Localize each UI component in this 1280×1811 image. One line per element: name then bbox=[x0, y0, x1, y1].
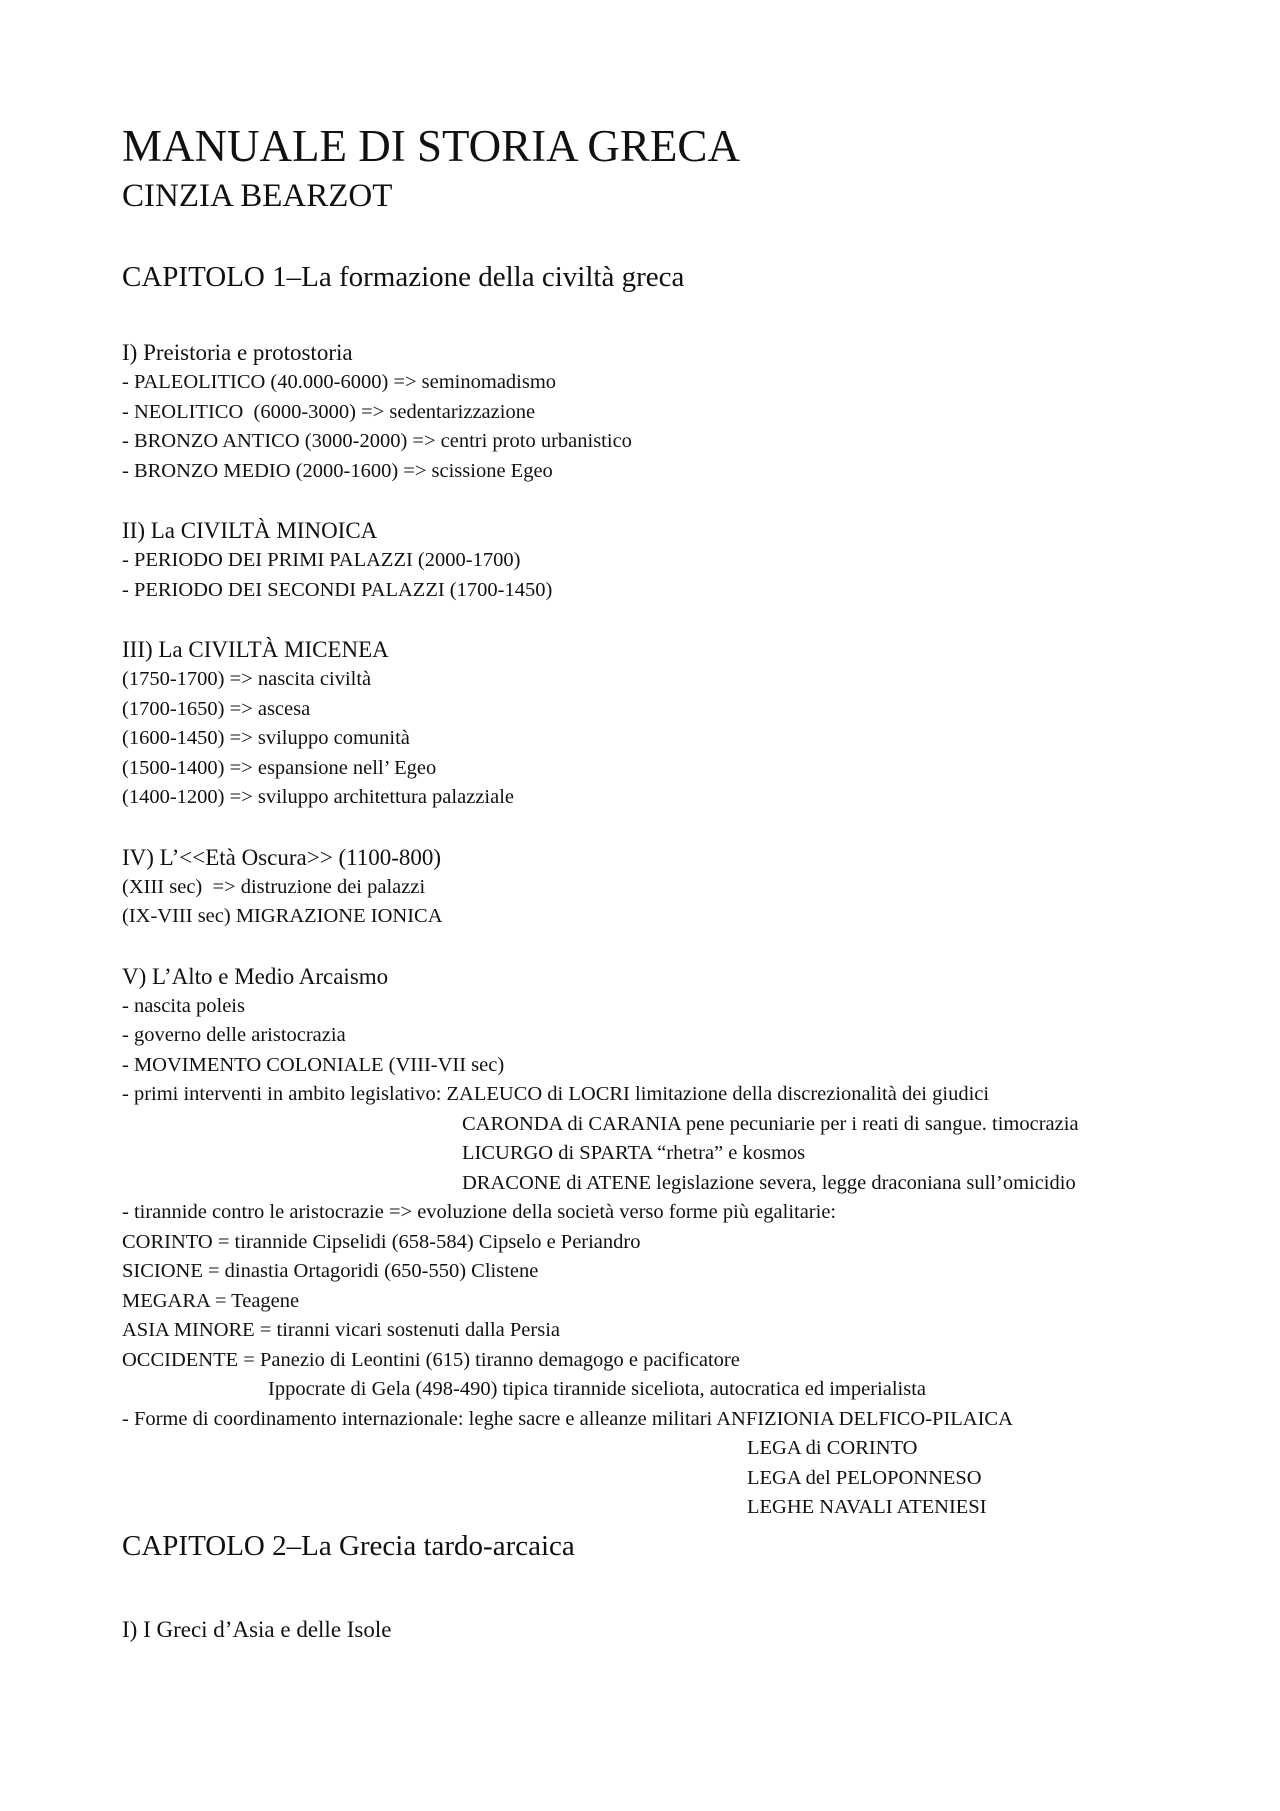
list-item: - Forme di coordinamento internazionale: leghe sacre e alleanze militari ANFIZIONIA DELFICO-PILAICA bbox=[122, 1407, 1013, 1430]
document-page bbox=[122, 118, 1162, 1645]
list-item: OCCIDENTE = Panezio di Leontini (615) tiranno demagogo e pacificatore bbox=[122, 1348, 740, 1371]
section-civilta-micenea bbox=[122, 635, 1162, 813]
list-item: (XIII sec) => distruzione dei palazzi bbox=[122, 875, 426, 898]
list-item: - primi interventi in ambito legislativo: ZALEUCO di LOCRI limitazione della discrezionalità dei giudici bbox=[122, 1083, 990, 1105]
list-item: (1500-1400) => espansione nell’ Egeo bbox=[122, 756, 437, 779]
legislator-item: CARONDA di CARANIA pene pecuniarie per i reati di sangue. timocrazia bbox=[462, 1112, 1079, 1135]
list-item: - PERIODO DEI SECONDI PALAZZI (1700-1450) bbox=[122, 578, 553, 601]
list-item: (1600-1450) => sviluppo comunità bbox=[122, 727, 410, 749]
legislator-item: LICURGO di SPARTA “rhetra” e kosmos bbox=[462, 1142, 806, 1164]
list-item: - BRONZO MEDIO (2000-1600) => scissione Egeo bbox=[122, 459, 553, 482]
list-item: (1700-1650) => ascesa bbox=[122, 697, 311, 720]
section-greci-asia bbox=[122, 1615, 1162, 1645]
list-item: (1750-1700) => nascita civiltà bbox=[122, 668, 372, 690]
list-item: (1400-1200) => sviluppo architettura palazziale bbox=[122, 786, 514, 808]
league-item: LEGHE NAVALI ATENIESI bbox=[747, 1496, 987, 1518]
list-item: - MOVIMENTO COLONIALE (VIII-VII sec) bbox=[122, 1053, 505, 1076]
league-item: LEGA del PELOPONNESO bbox=[747, 1466, 982, 1489]
list-item: MEGARA = Teagene bbox=[122, 1289, 300, 1312]
list-item: CORINTO = tirannide Cipselidi (658-584) Cipselo e Periandro bbox=[122, 1230, 641, 1253]
list-item: - NEOLITICO (6000-3000) => sedentarizzazione bbox=[122, 400, 536, 423]
section-alto-medio-arcaismo bbox=[122, 962, 1162, 1523]
section-eta-oscura bbox=[122, 843, 1162, 932]
section-heading: IV) L’<<Età Oscura>> (1100-800) bbox=[122, 844, 442, 870]
section-civilta-minoica bbox=[122, 516, 1162, 605]
section-heading: I) I Greci d’Asia e delle Isole bbox=[122, 1616, 392, 1642]
list-item: - tirannide contro le aristocrazie => evoluzione della società verso forme più egalitarie: bbox=[122, 1201, 837, 1223]
section-preistoria bbox=[122, 338, 1162, 486]
section-heading: II) La CIVILTÀ MINOICA bbox=[122, 518, 378, 543]
list-item: - nascita poleis bbox=[122, 994, 245, 1017]
list-item: (IX-VIII sec) MIGRAZIONE IONICA bbox=[122, 905, 443, 927]
league-item: LEGA di CORINTO bbox=[747, 1437, 918, 1459]
section-heading: V) L’Alto e Medio Arcaismo bbox=[122, 963, 389, 989]
list-item: - governo delle aristocrazia bbox=[122, 1024, 346, 1046]
list-item: - PERIODO DEI PRIMI PALAZZI (2000-1700) bbox=[122, 549, 521, 571]
list-item: - BRONZO ANTICO (3000-2000) => centri proto urbanistico bbox=[122, 430, 632, 452]
list-item: - PALEOLITICO (40.000-6000) => seminomadismo bbox=[122, 371, 557, 393]
list-item: Ippocrate di Gela (498-490) tipica tirannide siceliota, autocratica ed imperialista bbox=[268, 1378, 927, 1400]
document-title: MANUALE DI STORIA GRECA bbox=[122, 121, 740, 171]
section-heading: I) Preistoria e protostoria bbox=[122, 340, 353, 365]
chapter-1-heading: CAPITOLO 1–La formazione della civiltà greca bbox=[122, 261, 685, 293]
document-author: CINZIA BEARZOT bbox=[122, 178, 393, 214]
chapter-2-heading: CAPITOLO 2–La Grecia tardo-arcaica bbox=[122, 1529, 575, 1562]
list-item: ASIA MINORE = tiranni vicari sostenuti dalla Persia bbox=[122, 1319, 561, 1341]
list-item: SICIONE = dinastia Ortagoridi (650-550) Clistene bbox=[122, 1260, 539, 1282]
legislator-item: DRACONE di ATENE legislazione severa, legge draconiana sull’omicidio bbox=[462, 1171, 1076, 1194]
section-heading: III) La CIVILTÀ MICENEA bbox=[122, 637, 389, 662]
